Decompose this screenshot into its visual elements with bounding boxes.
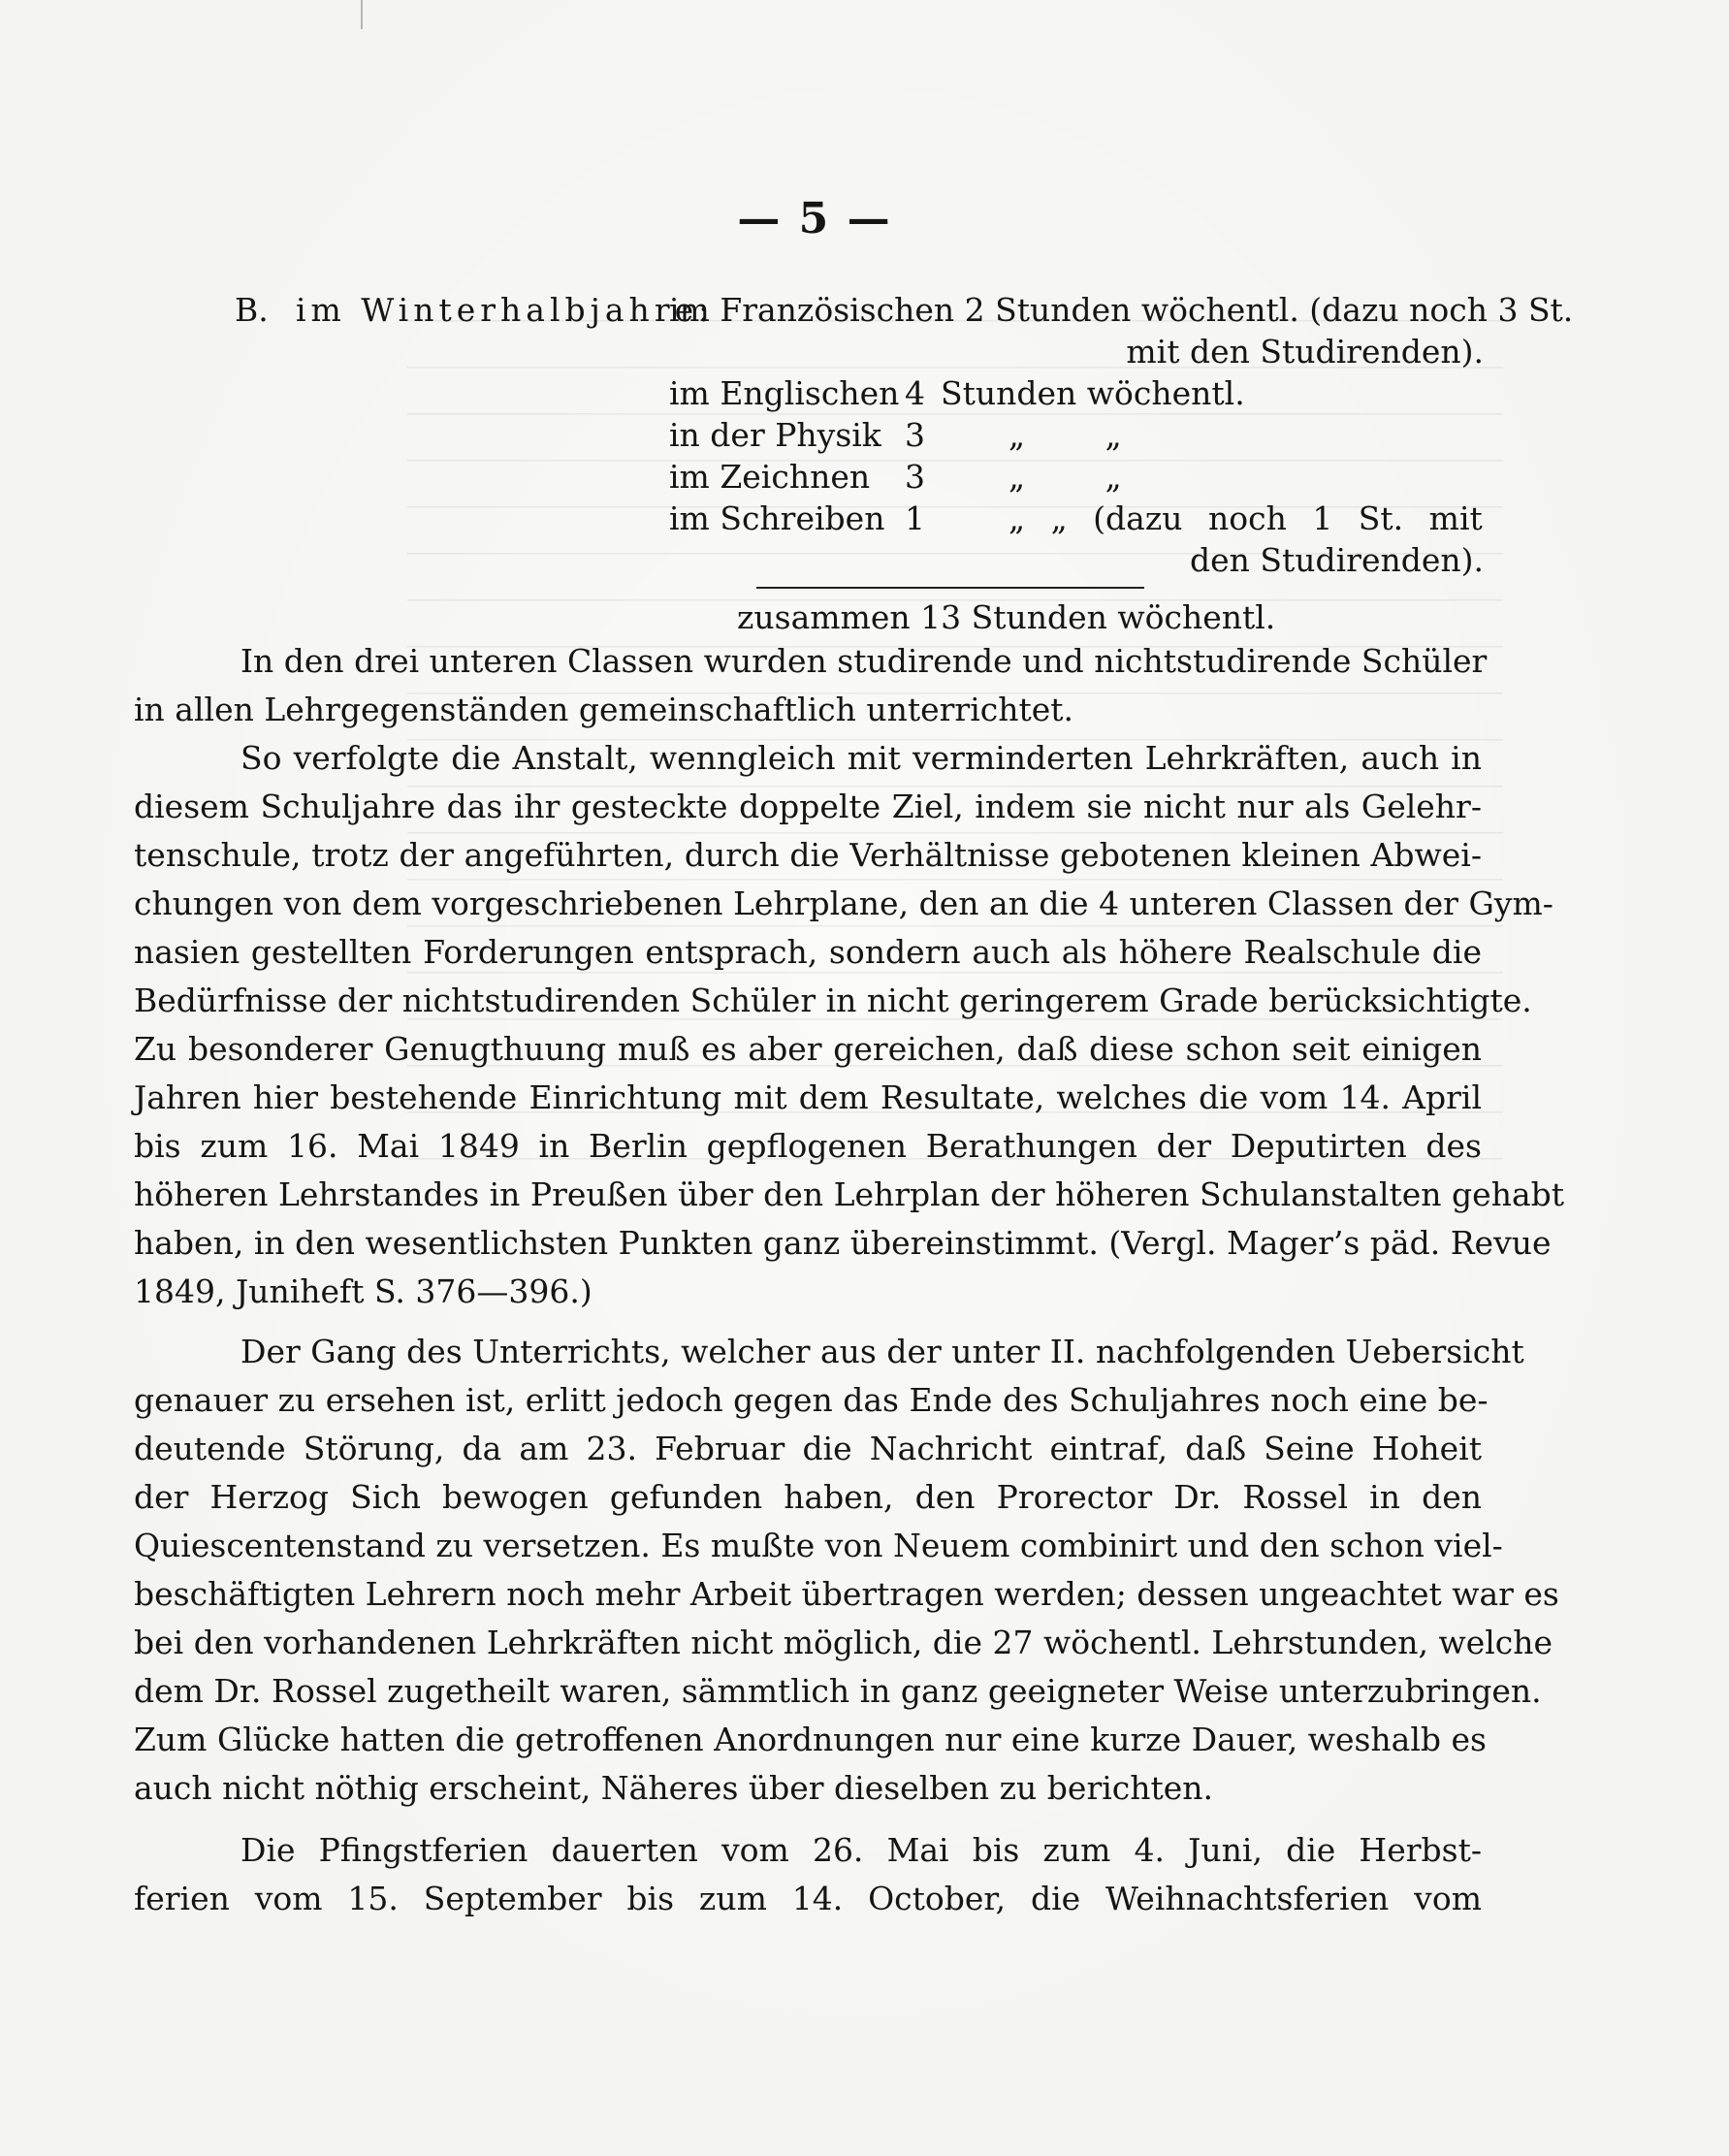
text-line: genauer zu ersehen ist, erlitt jedoch gegen das Ende des Schuljahres noch eine be- — [134, 1381, 1489, 1419]
schedule-subject: im Zeichnen — [669, 458, 871, 496]
schedule-total: zusammen 13 Stunden wöchentl. — [737, 598, 1276, 636]
text-line: in allen Lehrgegenständen gemeinschaftlich unterrichtet. — [134, 691, 1074, 728]
winter-term-label: im Winterhalbjahre: — [296, 291, 715, 329]
page-edge-mark — [361, 0, 363, 29]
schedule-subject: in der Physik — [669, 416, 881, 454]
section-label-b: B. — [235, 291, 269, 329]
schedule-ditto: „ „ (dazu noch 1 St. mit — [1009, 499, 1483, 537]
schedule-ditto: „ „ — [1009, 458, 1122, 496]
text-line: Bedürfnisse der nichtstudirenden Schüler in nicht geringerem Grade berücksichtigte. — [134, 981, 1532, 1019]
text-line: Zum Glücke hatten die getroffenen Anordnungen nur eine kurze Dauer, weshalb es — [134, 1721, 1487, 1758]
text-line: beschäftigten Lehrern noch mehr Arbeit übertragen werden; dessen ungeachtet war es — [134, 1575, 1559, 1613]
text-line: Zu besonderer Genugthuung muß es aber gereichen, daß diese schon seit einigen — [134, 1030, 1482, 1068]
schedule-french-cont: mit den Studirenden). — [1126, 333, 1484, 370]
schedule-french: im Französischen 2 Stunden wöchentl. (dazu noch 3 St. — [669, 291, 1574, 329]
schedule-unit: Stunden wöchentl. — [941, 374, 1245, 412]
text-line: tenschule, trotz der angeführten, durch die Verhältnisse gebotenen kleinen Abwei- — [134, 836, 1482, 874]
text-line: haben, in den wesentlichsten Punkten ganz übereinstimmt. (Vergl. Mager’s päd. Revue — [134, 1224, 1552, 1262]
text-line: diesem Schuljahre das ihr gesteckte doppelte Ziel, indem sie nicht nur als Gelehr- — [134, 788, 1482, 825]
text-line: auch nicht nöthig erscheint, Näheres über dieselben zu berichten. — [134, 1769, 1214, 1807]
schedule-subject: im Englischen — [669, 374, 900, 412]
text-line: ferien vom 15. September bis zum 14. October, die Weihnachtsferien vom — [134, 1880, 1482, 1917]
schedule-writing-cont: den Studirenden). — [1189, 541, 1484, 579]
text-line: Die Pfingstferien dauerten vom 26. Mai bis zum 4. Juni, die Herbst- — [240, 1831, 1482, 1869]
schedule-subject: im Schreiben — [669, 499, 885, 537]
schedule-hours: 4 — [905, 374, 925, 412]
schedule-ditto: „ „ — [1009, 416, 1122, 454]
text-line: der Herzog Sich bewogen gefunden haben, den Prorector Dr. Rossel in den — [134, 1478, 1482, 1516]
text-line: bis zum 16. Mai 1849 in Berlin gepflogenen Berathungen der Deputirten des — [134, 1127, 1482, 1165]
text-line: bei den vorhandenen Lehrkräften nicht möglich, die 27 wöchentl. Lehrstunden, welche — [134, 1624, 1553, 1661]
text-line: 1849, Juniheft S. 376—396.) — [134, 1272, 592, 1310]
sum-rule — [756, 587, 1144, 589]
text-line: So verfolgte die Anstalt, wenngleich mit verminderten Lehrkräften, auch in — [240, 739, 1482, 777]
schedule-hours: 1 — [905, 499, 925, 537]
text-line: Quiescentenstand zu versetzen. Es mußte von Neuem combinirt und den schon viel- — [134, 1527, 1503, 1564]
text-line: chungen von dem vorgeschriebenen Lehrplane, den an die 4 unteren Classen der Gym- — [134, 885, 1553, 922]
schedule-hours: 3 — [905, 458, 925, 496]
page-number: — 5 — — [737, 194, 892, 243]
text-line: Jahren hier bestehende Einrichtung mit dem Resultate, welches die vom 14. April — [134, 1078, 1482, 1116]
text-line: deutende Störung, da am 23. Februar die Nachricht eintraf, daß Seine Hoheit — [134, 1430, 1482, 1467]
text-line: nasien gestellten Forderungen entsprach, sondern auch als höhere Realschule die — [134, 933, 1482, 971]
text-line: dem Dr. Rossel zugetheilt waren, sämmtlich in ganz geeigneter Weise unterzubringen. — [134, 1672, 1542, 1710]
schedule-hours: 3 — [905, 416, 925, 454]
text-line: Der Gang des Unterrichts, welcher aus der unter II. nachfolgenden Uebersicht — [240, 1333, 1524, 1370]
text-line: In den drei unteren Classen wurden studirende und nichtstudirende Schüler — [240, 642, 1488, 680]
text-line: höheren Lehrstandes in Preußen über den Lehrplan der höheren Schulanstalten gehabt — [134, 1175, 1565, 1213]
